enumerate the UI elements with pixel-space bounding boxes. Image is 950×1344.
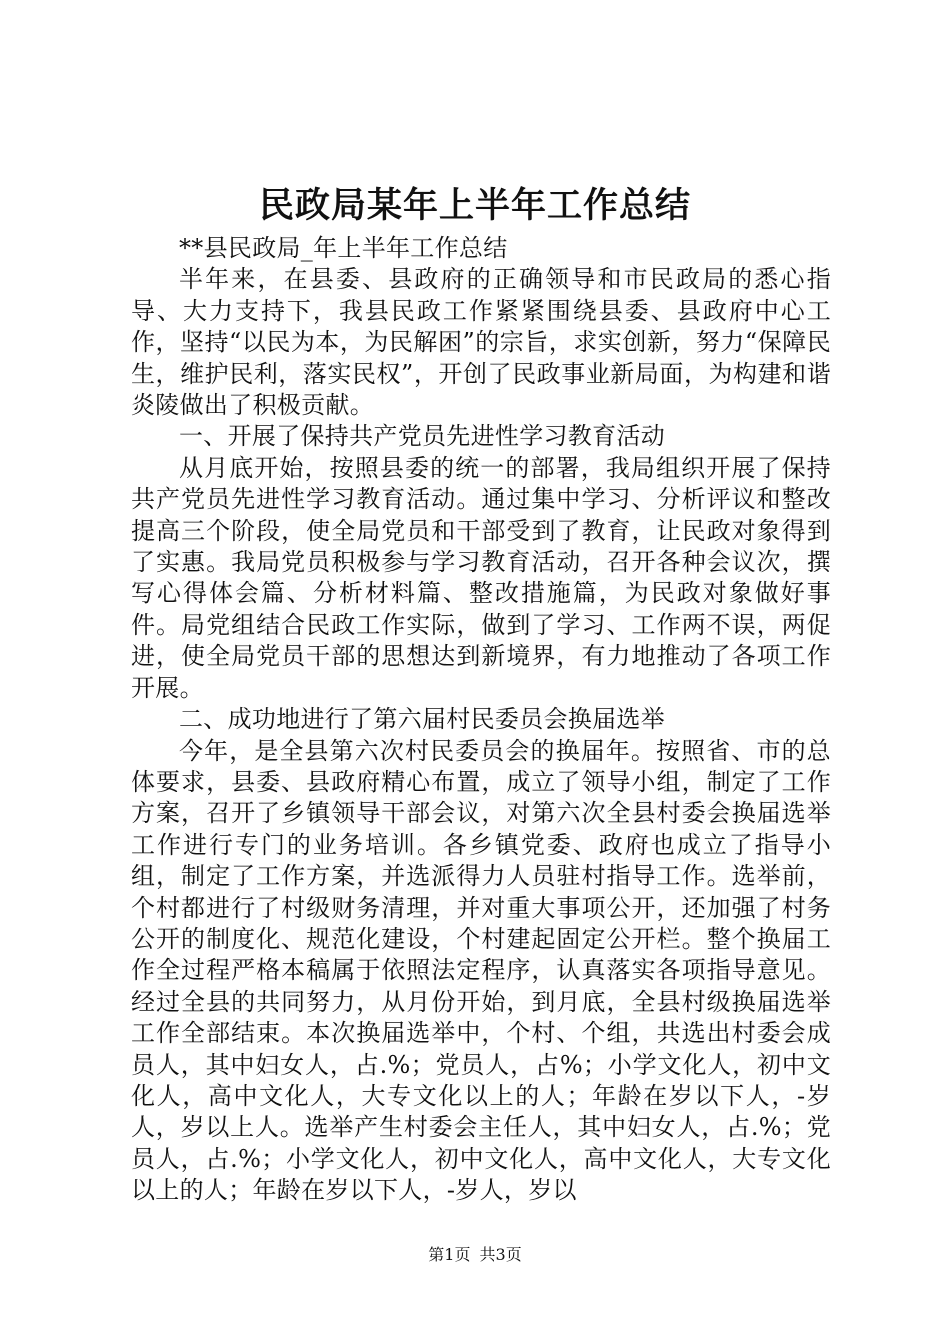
document-body	[131, 233, 831, 1207]
paragraph-section-2: 今年，是全县第六次村民委员会的换届年。按照省、市的总体要求，县委、县政府精心布置，成立了领导小组，制定了工作方案，召开了乡镇领导干部会议，对第六次全县村委会换届选举工作进行专门的业务培训。各乡镇党委、政府也成立了指导小组，制定了工作方案，并选派得力人员驻村指导工作。选举前，个村都进行了村级财务清理，并对重大事项公开，还加强了村务公开的制度化、规范化建设，个村建起固定公开栏。整个换届工作全过程严格本稿属于依照法定程序，认真落实各项指导意见。经过全县的共同努力，从月份开始，到月底，全县村级换届选举工作全部结束。本次换届选举中，个村、个组，共选出村委会成员人，其中妇女人，占.%；党员人，占%；小学文化人，初中文化人，高中文化人，大专文化以上的人；年龄在岁以下人，-岁人，岁以上人。选举产生村委会主任人，其中妇女人，占.%；党员人，占.%；小学文化人，初中文化人，高中文化人，大专文化以上的人；年龄在岁以下人，-岁人，岁以	[131, 736, 831, 1205]
document-title: 民政局某年上半年工作总结	[258, 186, 691, 226]
subtitle-line: **县民政局_年上半年工作总结	[179, 234, 508, 262]
section-heading-2: 二、成功地进行了第六届村民委员会换届选举	[179, 705, 665, 734]
paragraph-intro: 半年来，在县委、县政府的正确领导和市民政局的悉心指导、大力支持下，我县民政工作紧紧围绕县委、县政府中心工作，坚持“以民为本，为民解困”的宗旨，求实创新，努力“保障民生，维护民利，落实民权”，开创了民政事业新局面，为构建和谐炎陵做出了积极贡献。	[131, 265, 831, 420]
page-total: 共3页	[479, 1245, 522, 1264]
paragraph-section-1: 从月底开始，按照县委的统一的部署，我局组织开展了保持共产党员先进性学习教育活动。通过集中学习、分析评议和整改提高三个阶段，使全局党员和干部受到了教育，让民政对象得到了实惠。我局党员积极参与学习教育活动，召开各种会议次，撰写心得体会篇、分析材料篇、整改措施篇，为民政对象做好事件。局党组结合民政工作实际，做到了学习、工作两不误，两促进，使全局党员干部的思想达到新境界，有力地推动了各项工作开展。	[131, 453, 831, 702]
section-heading-1: 一、开展了保持共产党员先进性学习教育活动	[179, 422, 665, 451]
page-footer	[0, 1244, 950, 1266]
page-number: 第1页	[428, 1245, 471, 1264]
